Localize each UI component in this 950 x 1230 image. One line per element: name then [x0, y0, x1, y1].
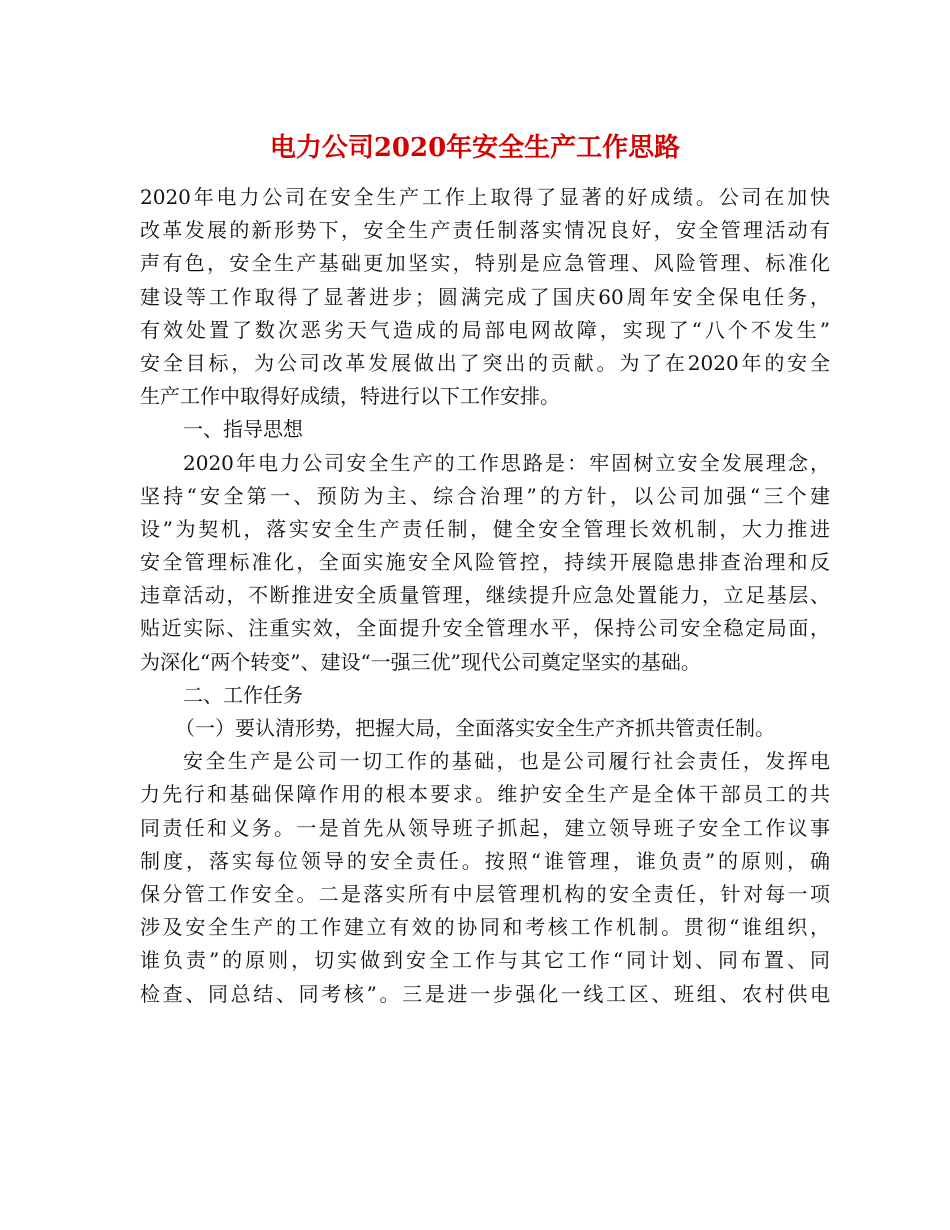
paragraph-line: 改革发展的新形势下，安全生产责任制落实情况良好，安全管理活动有	[140, 218, 830, 243]
paragraph-line: 声有色，安全生产基础更加坚实，特别是应急管理、风险管理、标准化	[140, 251, 830, 276]
paragraph-line: 建设等工作取得了显著进步；圆满完成了国庆60周年安全保电任务，	[140, 284, 830, 309]
paragraph-line: 违章活动，不断推进安全质量管理，继续提升应急处置能力，立足基层、	[140, 583, 830, 608]
paragraph-line: 贴近实际、注重实效，全面提升安全管理水平，保持公司安全稳定局面，	[140, 616, 830, 641]
section-heading-work-tasks: 二、工作任务	[183, 682, 303, 707]
paragraph-line: 力先行和基础保障作用的根本要求。维护安全生产是全体干部员工的共	[140, 782, 830, 807]
paragraph-line: 涉及安全生产的工作建立有效的协同和考核工作机制。贯彻“谁组织，	[140, 915, 830, 940]
document-body	[140, 181, 830, 1011]
section-heading-guiding-thought: 一、指导思想	[183, 417, 303, 442]
paragraph-line: 设”为契机，落实安全生产责任制，健全安全管理长效机制，大力推进	[140, 516, 830, 541]
paragraph-line: 保分管工作安全。二是落实所有中层管理机构的安全责任，针对每一项	[140, 881, 830, 906]
paragraph-line: 有效处置了数次恶劣天气造成的局部电网故障，实现了“八个不发生”	[140, 317, 830, 342]
paragraph-line: 坚持“安全第一、预防为主、综合治理”的方针，以公司加强“三个建	[140, 483, 830, 508]
paragraph-line: 为深化“两个转变”、建设“一强三优”现代公司奠定坚实的基础。	[140, 649, 701, 674]
document-title: 电力公司2020年安全生产工作思路	[269, 133, 681, 163]
paragraph-line: 同责任和义务。一是首先从领导班子抓起，建立领导班子安全工作议事	[140, 815, 830, 840]
paragraph-line: 安全生产是公司一切工作的基础，也是公司履行社会责任，发挥电	[183, 749, 830, 774]
paragraph-line: 谁负责”的原则，切实做到安全工作与其它工作“同计划、同布置、同	[140, 948, 830, 973]
subsection-heading-1: （一）要认清形势，把握大局，全面落实安全生产齐抓共管责任制。	[175, 716, 775, 740]
paragraph-line: 制度，落实每位领导的安全责任。按照“谁管理，谁负责”的原则，确	[140, 848, 830, 873]
paragraph-line: 2020年电力公司在安全生产工作上取得了显著的好成绩。公司在加快	[140, 185, 830, 209]
paragraph-line: 安全目标，为公司改革发展做出了突出的贡献。为了在2020年的安全	[140, 350, 830, 375]
paragraph-line: 检查、同总结、同考核”。三是进一步强化一线工区、班组、农村供电	[140, 981, 830, 1006]
paragraph-line: 2020年电力公司安全生产的工作思路是：牢固树立安全发展理念，	[183, 450, 830, 475]
paragraph-line: 安全管理标准化，全面实施安全风险管控，持续开展隐患排查治理和反	[140, 550, 830, 575]
paragraph-line: 生产工作中取得好成绩，特进行以下工作安排。	[140, 384, 560, 409]
